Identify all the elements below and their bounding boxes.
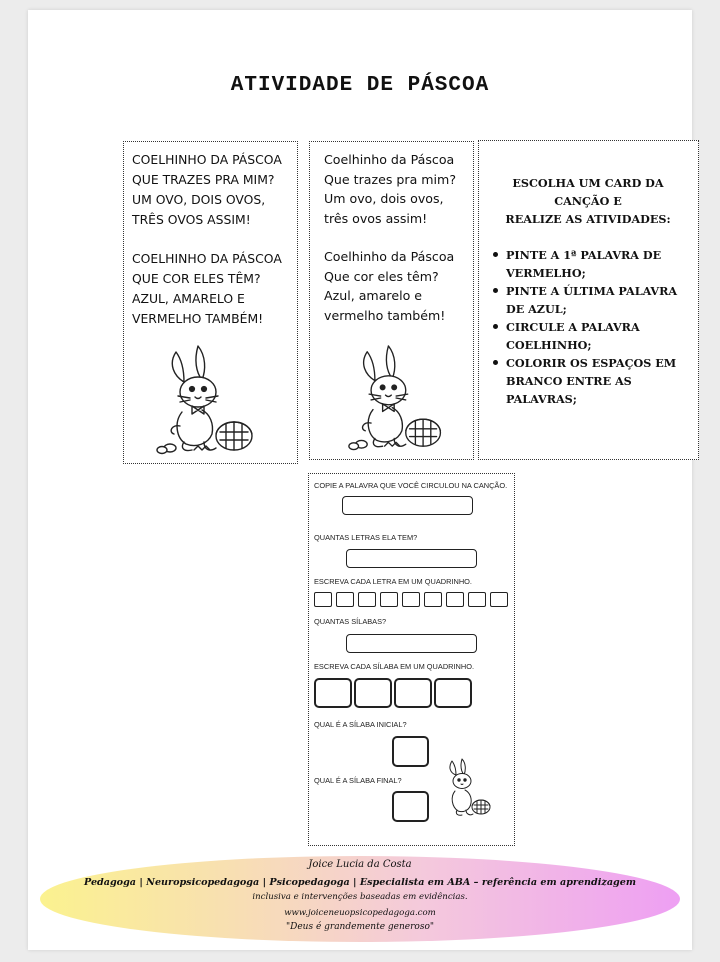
question-letters: ESCREVA CADA LETRA EM UM QUADRINHO. — [314, 577, 472, 586]
song-lyrics-lowercase — [324, 150, 467, 325]
song-card-uppercase — [123, 141, 298, 464]
lyric-line: vermelho também! — [324, 307, 446, 323]
letter-box[interactable] — [336, 592, 354, 607]
instructions-card — [478, 140, 699, 460]
syllable-box[interactable] — [434, 678, 472, 708]
syllable-box[interactable] — [354, 678, 392, 708]
instruction-item: PINTE A ÚLTIMA PALAVRA DE AZUL; — [493, 282, 683, 318]
page-title: ATIVIDADE DE PÁSCOA — [230, 74, 490, 97]
easter-bunny-illustration — [154, 342, 264, 458]
answer-box-final-syllable[interactable] — [392, 791, 429, 822]
question-initial-syllable: QUAL É A SÍLABA INICIAL? — [314, 720, 407, 729]
lyric-line: Azul, amarelo e — [324, 288, 423, 303]
question-syllables: ESCREVA CADA SÍLABA EM UM QUADRINHO. — [314, 662, 475, 671]
letter-box[interactable] — [424, 592, 442, 607]
question-final-syllable: QUAL É A SÍLABA FINAL? — [314, 776, 402, 785]
letter-box[interactable] — [314, 592, 332, 607]
author-roles: Pedagoga | Neuropsicopedagoga | Psicopedagoga | Especialista em ABA – referência em aprendizagem — [83, 877, 637, 888]
lyric-line: COELHINHO DA PÁSCOA — [132, 152, 282, 167]
letter-box[interactable] — [380, 592, 398, 607]
answer-box-letter-count[interactable] — [346, 549, 477, 568]
instruction-item: CIRCULE A PALAVRA COELHINHO; — [493, 318, 683, 354]
lyric-line: TRÊS OVOS ASSIM! — [132, 212, 251, 227]
easter-bunny-illustration — [442, 757, 492, 819]
syllable-box[interactable] — [394, 678, 432, 708]
instructions — [493, 174, 683, 408]
lyric-line: QUE TRAZES PRA MIM? — [132, 172, 275, 187]
instructions-list — [493, 246, 683, 408]
lyric-line: COELHINHO DA PÁSCOA — [132, 251, 282, 266]
lyric-line: três ovos assim! — [324, 210, 428, 226]
answer-box-syllable-count[interactable] — [346, 634, 477, 653]
lyric-line: QUE COR ELES TÊM? — [132, 271, 261, 286]
instructions-heading: ESCOLHA UM CARD DA CANÇÃO E REALIZE AS ATIVIDADES: — [505, 176, 671, 226]
letter-box[interactable] — [446, 592, 464, 607]
song-card-lowercase — [309, 141, 474, 460]
letter-box[interactable] — [358, 592, 376, 607]
instruction-item: COLORIR OS ESPAÇOS EM BRANCO ENTRE AS PALAVRAS; — [493, 354, 683, 408]
activity-page — [28, 10, 692, 950]
letter-box[interactable] — [490, 592, 508, 607]
instruction-item: PINTE A 1ª PALAVRA DE VERMELHO; — [493, 246, 683, 282]
syllable-box[interactable] — [314, 678, 352, 708]
author-footer — [40, 856, 680, 942]
letter-box[interactable] — [402, 592, 420, 607]
lyric-line: Coelhinho da Páscoa — [324, 249, 455, 264]
lyric-line: Coelhinho da Páscoa — [324, 152, 455, 167]
lyric-line: Um ovo, dois ovos, — [324, 191, 444, 206]
answer-box-word[interactable] — [342, 496, 473, 515]
lyric-line: AZUL, AMARELO E — [132, 291, 245, 306]
lyric-line: VERMELHO TAMBÉM! — [132, 311, 264, 326]
song-lyrics-uppercase — [132, 150, 291, 329]
worksheet-card — [308, 473, 515, 846]
question-letter-count: QUANTAS LETRAS ELA TEM? — [314, 533, 418, 542]
question-copy-word: COPIE A PALAVRA QUE VOCÊ CIRCULOU NA CANÇÃO. — [314, 481, 508, 490]
author-motto: "Deus é grandemente generoso" — [285, 922, 435, 932]
answer-box-initial-syllable[interactable] — [392, 736, 429, 767]
author-website[interactable]: www.joiceneuopsicopedagoga.com — [284, 908, 436, 918]
lyric-line: UM OVO, DOIS OVOS, — [132, 192, 266, 207]
question-syllable-count: QUANTAS SÍLABAS? — [314, 617, 387, 626]
author-name: Joice Lucia da Costa — [308, 859, 412, 870]
letter-box[interactable] — [468, 592, 486, 607]
easter-bunny-illustration — [346, 342, 452, 454]
author-roles-continued: inclusiva e intervenções baseadas em evidências. — [252, 892, 468, 902]
lyric-line: Que cor eles têm? — [324, 268, 439, 284]
lyric-line: Que trazes pra mim? — [324, 171, 457, 187]
